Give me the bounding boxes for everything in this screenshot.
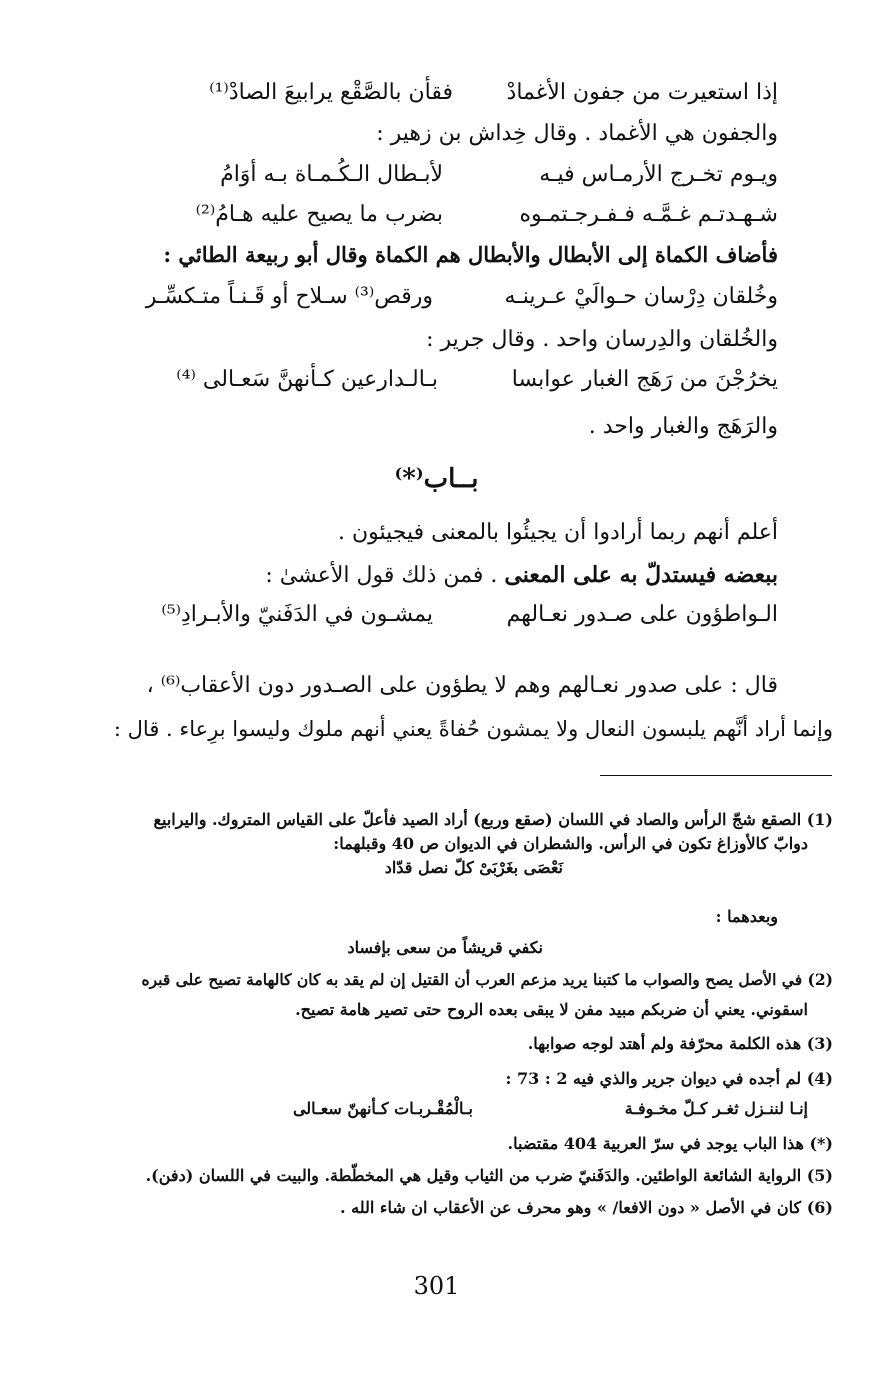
verse-4 [78,282,778,312]
verse-4-hemistich-2: ورقص⁽³⁾ سـلاح أو قَـنـاً متـكسِّـر [145,284,433,309]
verse-2-hemistich-1: ويـوم تخـرج الأرمـاس فيـه [539,162,778,187]
prose-line-10: أعلم أنهم ربما أرادوا أن يجيئُوا بالمعنى فيجيئون . [337,520,778,545]
footnote-5: (5) الرواية الشائعة الواطئين. والدَفَنيّ ضرب من الثياب وقيل هي المخطّطة. والبيت في اللسان (دفن). [145,1166,833,1185]
verse-5 [88,365,778,395]
verse-1-hemistich-2: فقأن بالصَّقْع يرابيعَ الصادْ⁽¹⁾ [209,80,453,105]
verse-3 [88,200,778,230]
prose-line-5: فأضاف الكماة إلى الأبطال والأبطال هم الكماة وقال أبو ربيعة الطائي : [163,242,778,267]
footnote-3: (3) هذه الكلمة محرّفة ولم أهتد لوجه صوابها. [527,1034,833,1053]
prose-line-2: والجفون هي الأغماد . وقال خِداش بن زهير : [376,121,778,146]
verse-2 [88,160,778,190]
footnote-4-line-1: (4) لم أجده في ديوان جرير والذي فيه 2 : 73 : [505,1069,833,1088]
footnote-4-verse-hemistich-1: إنـا لننـزل ثغـر كـلّ مخـوفـة [624,1099,808,1118]
footnote-6: (6) كان في الأصل « دون الافعا/ » وهو محرف عن الأعقاب ان شاء الله . [340,1198,833,1217]
footnote-divider [600,775,832,776]
prose-line-11-rest: . فمن ذلك قول الأعشىٰ : [265,563,505,588]
footnote-1-line-1: (1) الصقع شجّ الرأس والصاد في اللسان (صقع وربع) أراد الصيد فأعلّ على القياس المتروك. واليرابيع [153,810,833,829]
verse-6 [88,600,778,630]
prose-line-14: وإنما أراد أنَّهم يلبسون النعال ولا يمشون حُفاةً يعني أنهم ملوك وليسوا برِعاء . قال : [113,717,833,741]
footnote-1-line-3: نَعْصَى بغَرْبَىْ كلّ نصل قدّاد [384,858,563,877]
verse-6-hemistich-1: الـواطؤون على صـدور نعـالهم [506,602,778,627]
footnote-4-verse-hemistich-2: بـالْمُقْـربـات كـأنهنّ سعـالى [292,1099,473,1118]
verse-6-hemistich-2: يمشـون في الدَفَنيّ والأبـرادِ⁽⁵⁾ [161,602,433,627]
footnote-2-line-2: اسقوني. يعني أن ضربكم مبيد مفن لا يبقى بعده الروح حتى تصير هامة تصيح. [295,1000,808,1019]
section-heading: بــاب⁽*⁾ [394,464,479,494]
prose-line-13: قال : على صدور نعـالهم وهم لا يطؤون على الصـدور دون الأعقاب⁽⁶⁾ ، [146,673,778,698]
footnote-2-line-1: (2) في الأصل يصح والصواب ما كتبنا يريد مزعم العرب أن القتيل إن لم يقد به كان كالهامة تصيح على قبره [141,970,833,989]
footnote-1-line-5: نكفي قريشاً من سعى بإفساد [347,938,543,957]
prose-line-9: والرَهَج والغبار واحد . [588,414,778,439]
verse-1 [88,78,778,108]
verse-2-hemistich-2: لأبـطال الـكُـمـاة بـه أوَامُ [220,162,443,187]
page-number: 301 [413,1272,460,1300]
verse-3-hemistich-2: بضرب ما يصيح عليه هـامُ⁽²⁾ [195,202,443,227]
prose-line-11 [265,560,778,591]
prose-line-11-bold: ببعضه فيستدلّ به على المعنى [504,562,778,588]
footnote-1-line-4: وبعدهما : [715,907,778,926]
verse-4-hemistich-1: وخُلقان دِرْسان حـوالَيْ عـرينـه [504,284,778,309]
verse-1-hemistich-1: إذا استعيرت من جفون الأغمادْ [506,80,778,105]
prose-line-7: والخُلقان والدِرسان واحد . وقال جرير : [426,327,778,352]
verse-5-hemistich-1: يخرُجْنَ من رَهَج الغبار عوابسا [511,367,778,392]
footnote-star: (*) هذا الباب يوجد في سرّ العربية 404 مقتضبا. [507,1134,833,1153]
verse-3-hemistich-1: شـهـدتـم غـمَّـه فـفـرجـتمـوه [519,202,778,227]
footnote-1-line-2: دوابّ كالأوزاغ تكون في الرأس. والشطران في الديوان ص 40 وقبلهما: [333,834,808,853]
verse-5-hemistich-2: بـالـدارعين كـأنهنَّ سَعـالى ⁽⁴⁾ [176,367,438,392]
